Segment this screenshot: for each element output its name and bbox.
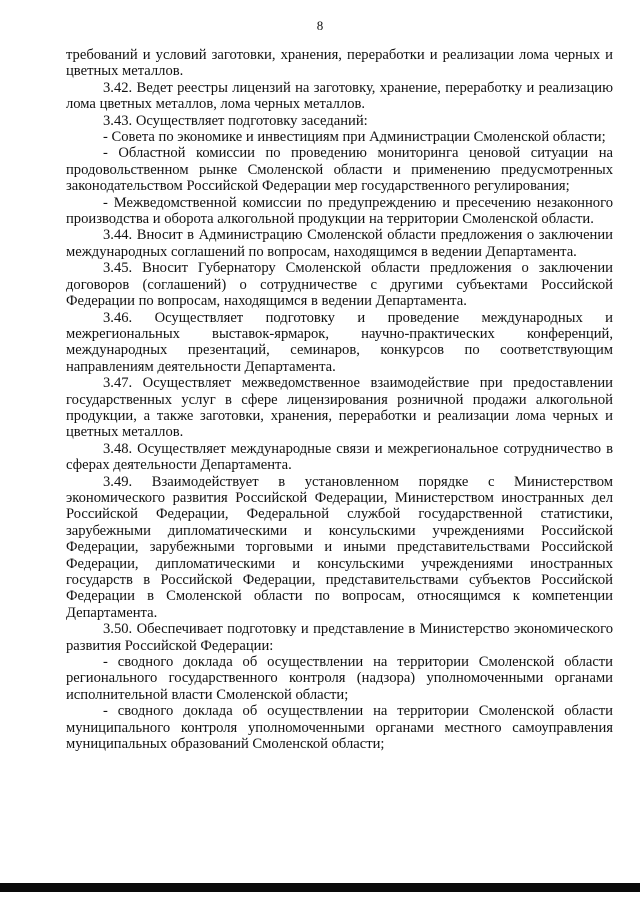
paragraph: 3.43. Осуществляет подготовку заседаний: (103, 112, 368, 129)
paragraph: 3.46. Осуществляет подготовку и проведение международных и межрегиональных выставок-ярмарок, научно-практических конференций, международных презентаций, семинаров, конкурсов по соответствующим направлениям деятельности Департамента. (66, 309, 613, 375)
paragraph: требований и условий заготовки, хранения, переработки и реализации лома черных и цветных металлов. (66, 47, 613, 80)
scan-border-bar (0, 883, 640, 892)
paragraph: - сводного доклада об осуществлении на территории Смоленской области муниципального контроля уполномоченными органами местного самоуправления муниципальных образований Смоленской области; (66, 703, 613, 753)
paragraph: 3.47. Осуществляет межведомственное взаимодействие при предоставлении государственных услуг в сфере лицензирования розничной продажи алкогольной продукции, а также заготовки, хранения, переработки и реализации лома черных и цветных металлов. (66, 375, 613, 441)
paragraph: 3.45. Вносит Губернатору Смоленской области предложения о заключении договоров (соглашений) о сотрудничестве с другими субъектами Российской Федерации по вопросам, находящимся в ведении Департамента. (66, 260, 613, 310)
paragraph: 3.44. Вносит в Администрацию Смоленской области предложения о заключении международных соглашений по вопросам, находящимся в ведении Департамента. (66, 227, 613, 260)
page-number: 8 (316, 18, 324, 33)
document-body (66, 47, 613, 752)
paragraph: 3.50. Обеспечивает подготовку и представление в Министерство экономического развития Российской Федерации: (66, 621, 613, 654)
paragraph: 3.48. Осуществляет международные связи и межрегиональное сотрудничество в сферах деятельности Департамента. (66, 440, 613, 474)
paragraph: - Областной комиссии по проведению мониторинга ценовой ситуации на продовольственном рынке Смоленской области и применению предусмотренных законодательством Российской Федерации мер государственного регулирования; (66, 145, 613, 195)
paragraph: - Совета по экономике и инвестициям при Администрации Смоленской области; (103, 129, 606, 146)
paragraph: 3.49. Взаимодействует в установленном порядке с Министерством экономического развития Российской Федерации, Министерством иностранных дел Российской Федерации, Федеральной службой государственной статистики, зарубежными дипломатическими и консульскими учреждениями Российской Федерации, зарубежными торговыми и иными представительствами Российской Федерации, дипломатическими и консульскими учреждениями иностранных государств в Российской Федерации, представительствами субъектов Российской Федерации в Смоленской области по вопросам, относящимся к компетенции Департамента. (66, 473, 613, 621)
paragraph: 3.42. Ведет реестры лицензий на заготовку, хранение, переработку и реализацию лома цветных металлов, лома черных металлов. (66, 79, 613, 113)
paragraph: - Межведомственной комиссии по предупреждению и пресечению незаконного производства и оборота алкогольной продукции на территории Смоленской области. (66, 194, 613, 228)
paragraph: - сводного доклада об осуществлении на территории Смоленской области регионального государственного контроля (надзора) уполномоченными органами исполнительной власти Смоленской области; (66, 654, 613, 703)
